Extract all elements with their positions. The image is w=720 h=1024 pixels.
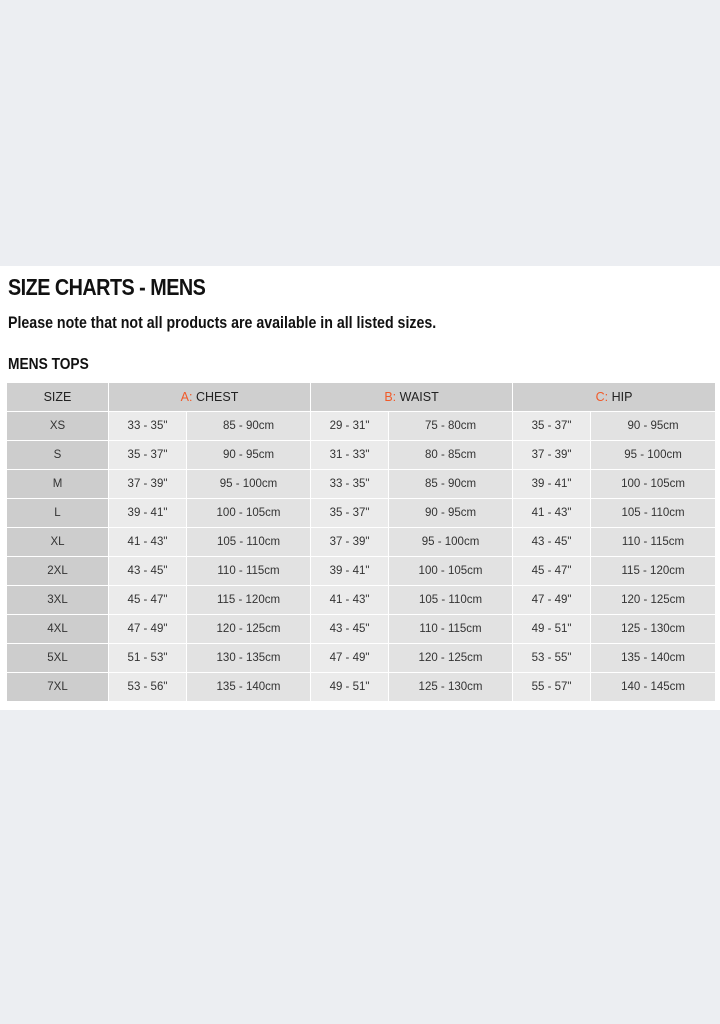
chest-inches: 45 - 47": [109, 586, 187, 615]
table-row: [7, 586, 715, 615]
chest-centimeters: 135 - 140cm: [187, 673, 311, 702]
table-row: [7, 412, 715, 441]
hip-inches: 53 - 55": [513, 644, 591, 673]
chest-centimeters: 95 - 100cm: [187, 470, 311, 499]
waist-inches: 39 - 41": [311, 557, 389, 586]
hip-inches: 49 - 51": [513, 615, 591, 644]
hip-inches: 47 - 49": [513, 586, 591, 615]
size-label: 5XL: [7, 644, 109, 673]
chest-inches: 37 - 39": [109, 470, 187, 499]
size-label: M: [7, 470, 109, 499]
waist-inches: 31 - 33": [311, 441, 389, 470]
hip-letter: C:: [595, 390, 609, 404]
waist-inches: 35 - 37": [311, 499, 389, 528]
chest-inches: 33 - 35": [109, 412, 187, 441]
chest-inches: 43 - 45": [109, 557, 187, 586]
waist-inches: 33 - 35": [311, 470, 389, 499]
chest-letter: A:: [180, 390, 193, 404]
table-row: [7, 557, 715, 586]
table-row: [7, 470, 715, 499]
waist-column-header: [311, 383, 513, 412]
chest-inches: 35 - 37": [109, 441, 187, 470]
waist-label: WAIST: [399, 390, 439, 404]
table-row: [7, 644, 715, 673]
chest-column-header: [109, 383, 311, 412]
hip-centimeters: 135 - 140cm: [591, 644, 715, 673]
chest-inches: 47 - 49": [109, 615, 187, 644]
waist-inches: 29 - 31": [311, 412, 389, 441]
size-label: XL: [7, 528, 109, 557]
hip-inches: 39 - 41": [513, 470, 591, 499]
hip-label: HIP: [611, 390, 633, 404]
size-label: 2XL: [7, 557, 109, 586]
hip-column-header: [513, 383, 715, 412]
chest-centimeters: 105 - 110cm: [187, 528, 311, 557]
hip-centimeters: 95 - 100cm: [591, 441, 715, 470]
waist-inches: 37 - 39": [311, 528, 389, 557]
page-title: SIZE CHARTS - MENS: [8, 274, 206, 300]
chest-centimeters: 85 - 90cm: [187, 412, 311, 441]
chest-centimeters: 100 - 105cm: [187, 499, 311, 528]
waist-centimeters: 125 - 130cm: [389, 673, 513, 702]
hip-centimeters: 115 - 120cm: [591, 557, 715, 586]
waist-centimeters: 80 - 85cm: [389, 441, 513, 470]
waist-inches: 43 - 45": [311, 615, 389, 644]
table-row: [7, 615, 715, 644]
size-chart-sheet: [0, 266, 720, 710]
header-row: [7, 383, 715, 412]
size-label: L: [7, 499, 109, 528]
waist-centimeters: 110 - 115cm: [389, 615, 513, 644]
hip-centimeters: 125 - 130cm: [591, 615, 715, 644]
table-row: [7, 528, 715, 557]
size-label: 3XL: [7, 586, 109, 615]
waist-centimeters: 85 - 90cm: [389, 470, 513, 499]
hip-centimeters: 140 - 145cm: [591, 673, 715, 702]
hip-inches: 41 - 43": [513, 499, 591, 528]
size-label: 4XL: [7, 615, 109, 644]
waist-inches: 41 - 43": [311, 586, 389, 615]
hip-inches: 43 - 45": [513, 528, 591, 557]
size-table-header: [7, 383, 715, 412]
chest-centimeters: 120 - 125cm: [187, 615, 311, 644]
hip-centimeters: 120 - 125cm: [591, 586, 715, 615]
chest-centimeters: 110 - 115cm: [187, 557, 311, 586]
size-label: S: [7, 441, 109, 470]
chest-label: CHEST: [195, 390, 239, 404]
hip-centimeters: 90 - 95cm: [591, 412, 715, 441]
waist-letter: B:: [384, 390, 397, 404]
chest-centimeters: 90 - 95cm: [187, 441, 311, 470]
waist-centimeters: 100 - 105cm: [389, 557, 513, 586]
hip-centimeters: 105 - 110cm: [591, 499, 715, 528]
hip-centimeters: 100 - 105cm: [591, 470, 715, 499]
waist-inches: 47 - 49": [311, 644, 389, 673]
hip-inches: 37 - 39": [513, 441, 591, 470]
table-row: [7, 499, 715, 528]
chest-inches: 39 - 41": [109, 499, 187, 528]
size-label: 7XL: [7, 673, 109, 702]
chest-inches: 53 - 56": [109, 673, 187, 702]
table-row: [7, 441, 715, 470]
waist-centimeters: 90 - 95cm: [389, 499, 513, 528]
table-row: [7, 673, 715, 702]
waist-centimeters: 75 - 80cm: [389, 412, 513, 441]
hip-inches: 45 - 47": [513, 557, 591, 586]
waist-centimeters: 120 - 125cm: [389, 644, 513, 673]
chest-inches: 41 - 43": [109, 528, 187, 557]
hip-inches: 35 - 37": [513, 412, 591, 441]
hip-centimeters: 110 - 115cm: [591, 528, 715, 557]
waist-centimeters: 105 - 110cm: [389, 586, 513, 615]
size-table-body: [7, 412, 715, 702]
chest-centimeters: 130 - 135cm: [187, 644, 311, 673]
hip-inches: 55 - 57": [513, 673, 591, 702]
chest-centimeters: 115 - 120cm: [187, 586, 311, 615]
size-table: [7, 383, 715, 702]
waist-centimeters: 95 - 100cm: [389, 528, 513, 557]
waist-inches: 49 - 51": [311, 673, 389, 702]
chest-inches: 51 - 53": [109, 644, 187, 673]
availability-note: Please note that not all products are available in all listed sizes.: [8, 314, 437, 332]
size-column-header: SIZE: [7, 383, 109, 412]
size-label: XS: [7, 412, 109, 441]
section-title-mens-tops: MENS TOPS: [8, 356, 89, 373]
